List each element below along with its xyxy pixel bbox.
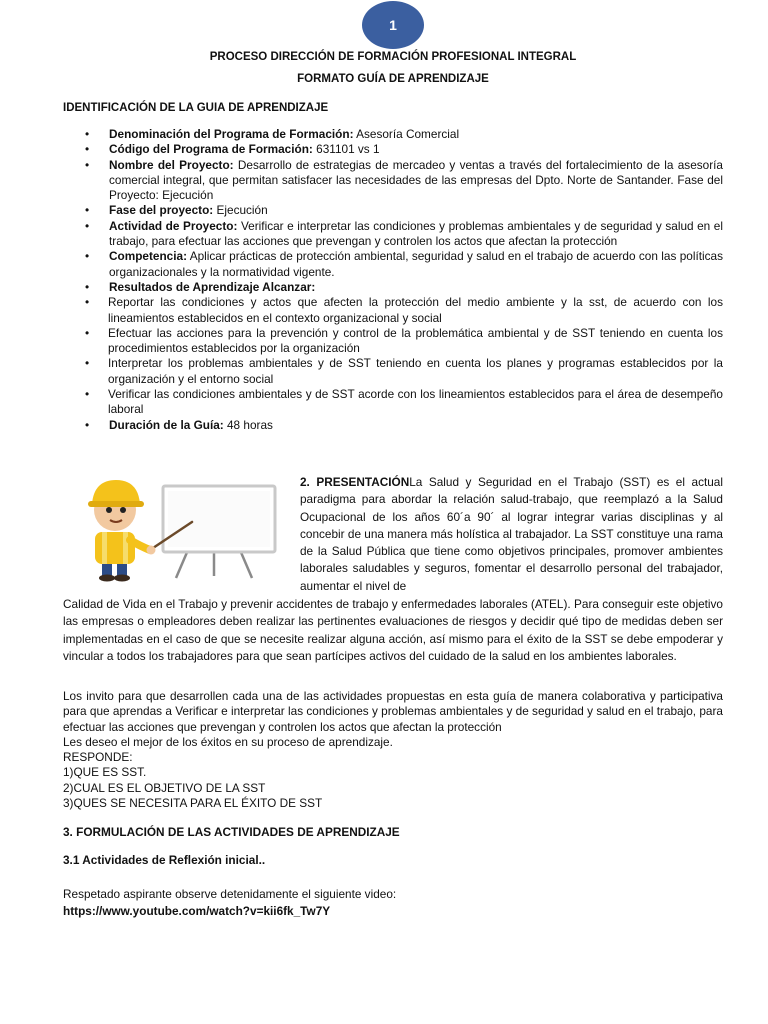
ident-key: Fase del proyecto:	[109, 203, 214, 218]
bullet-icon: •	[85, 279, 90, 294]
resultado-item	[63, 387, 723, 418]
ident-key: Código del Programa de Formación:	[109, 142, 313, 157]
doc-header-process: PROCESO DIRECCIÓN DE FORMACIÓN PROFESIONAL INTEGRAL	[209, 51, 577, 63]
resultado-item	[63, 295, 723, 326]
resultados-sublist	[63, 295, 723, 417]
bullet-icon: •	[85, 356, 90, 371]
ident-item-competencia	[63, 249, 723, 280]
presentation-paragraph-continued: Calidad de Vida en el Trabajo y prevenir accidentes de trabajo y enfermedades laborales (ATEL). Para conseguir este objetivo las empresas o empleadores deben realizar las pertinentes evaluaciones de riesgos y decidir qué tipo de medidas deben ser implementadas en el caso de que se necesite realizar alguna acción, así mismo para el éxito de la SST se debe empoderar y vincular a todos los trabajadores para que sean partícipes activos del cuidado de la salud en los ambientes laborales.	[63, 597, 723, 663]
video-link[interactable]: https://www.youtube.com/watch?v=kii6fk_Tw7Y	[63, 904, 331, 918]
page-number-badge	[362, 1, 424, 49]
ident-value: Ejecución	[213, 203, 268, 218]
ident-item-fase	[63, 203, 723, 218]
presentation-heading: 2. PRESENTACIÓN	[300, 475, 410, 489]
video-instruction: Respetado aspirante observe detenidamente el siguiente video:	[63, 887, 397, 901]
resultado-text: Efectuar las acciones para la prevención y control de la problemática ambiental y de SST teniendo en cuenta los procedimientos establecidos por la organización	[108, 325, 723, 356]
bullet-icon: •	[85, 417, 90, 432]
ident-key: Actividad de Proyecto:	[109, 218, 238, 233]
ident-item-resultados	[63, 280, 723, 295]
resultado-text: Interpretar los problemas ambientales y de SST teniendo en cuenta los planes y programas establecidos por la organización y el entorno social	[108, 356, 723, 386]
responde-label: RESPONDE:	[63, 750, 133, 765]
question-item: 1)QUE ES SST.	[63, 765, 147, 780]
resultado-item	[63, 326, 723, 357]
ident-key: Nombre del Proyecto:	[109, 157, 234, 172]
section3-title: 3. FORMULACIÓN DE LAS ACTIVIDADES DE APRENDIZAJE	[63, 825, 400, 839]
ident-key: Resultados de Aprendizaje Alcanzar:	[109, 279, 316, 294]
worker-icon	[88, 480, 156, 582]
presentation-paragraph	[300, 474, 723, 595]
ident-item-programa	[63, 127, 723, 142]
bullet-icon: •	[85, 142, 90, 157]
doc-header-format: FORMATO GUÍA DE APRENDIZAJE	[297, 73, 489, 85]
ident-value: Aplicar prácticas de protección ambiental, seguridad y salud en el trabajo de acuerdo con las políticas organizacionales y la normatividad vigente.	[109, 249, 723, 279]
ident-item-codigo	[63, 142, 723, 157]
section31-subtitle: 3.1 Actividades de Reflexión inicial..	[63, 853, 266, 867]
resultado-text: Reportar las condiciones y actos que afecten la protección del medio ambiente y la sst, de acuerdo con los lineamientos establecidos en el contexto organizacional y social	[108, 295, 723, 325]
bullet-icon: •	[85, 218, 90, 233]
bullet-icon: •	[85, 157, 90, 172]
page-number: 1	[389, 17, 397, 33]
bullet-icon: •	[85, 295, 90, 310]
presentation-text-1: La Salud y Seguridad en el Trabajo (SST) es el actual paradigma para abordar la relación salud-trabajo, que reemplazó a la Salud Ocupacional de los años 60´a 90´ al lograr integrar varias disciplinas y al concebir de una manera más holística al trabajador. La SST constituye una rama de la Salud Pública que tiene como objetivos principales, promover ambientes laborales saludables y seguros, fomentar el desarrollo personal del trabajador, aumentar el nivel de	[300, 475, 723, 593]
wish-text: Les deseo el mejor de los éxitos en su proceso de aprendizaje.	[63, 734, 393, 749]
ident-key: Competencia:	[109, 249, 188, 264]
bullet-icon: •	[85, 325, 90, 340]
closing-block	[63, 689, 723, 811]
bullet-icon: •	[85, 203, 90, 218]
ident-value: Asesoría Comercial	[353, 127, 460, 141]
ident-key: Duración de la Guía:	[109, 417, 224, 432]
bullet-icon: •	[85, 249, 90, 264]
ident-item-actividad	[63, 219, 723, 250]
question-item: 2)CUAL ES EL OBJETIVO DE LA SST	[63, 780, 266, 795]
question-item: 3)QUES SE NECESITA PARA EL ÉXITO DE SST	[63, 796, 323, 811]
whiteboard-icon	[163, 486, 275, 578]
worker-whiteboard-illustration	[80, 472, 280, 582]
bullet-icon: •	[85, 127, 90, 141]
resultado-text: Verificar las condiciones ambientales y de SST acorde con los lineamientos establecidos para el área de desempeño laboral	[108, 387, 723, 417]
ident-item-proyecto	[63, 158, 723, 204]
ident-key: Denominación del Programa de Formación:	[109, 127, 354, 141]
invitation-text: Los invito para que desarrollen cada una de las actividades propuestas en esta guía de manera colaborativa y participativa para que aprendas a Verificar e interpretar las condiciones y problemas ambientales y de seguridad y salud en el trabajo, para efectuar las acciones que prevengan y controlen los actos que afectan la protección	[63, 689, 723, 734]
ident-item-duracion	[63, 418, 723, 433]
ident-value: Verificar e interpretar las condiciones y problemas ambientales y de seguridad y salud en el trabajo, para efectuar las acciones que prevengan y controlen los actos que afectan la protección	[109, 218, 723, 249]
identification-title: IDENTIFICACIÓN DE LA GUIA DE APRENDIZAJE	[63, 102, 329, 114]
ident-value: 631101 vs 1	[312, 142, 380, 157]
bullet-icon: •	[85, 387, 90, 402]
resultado-item	[63, 356, 723, 387]
ident-value: Desarrollo de estrategias de mercadeo y ventas a través del fortalecimiento de la asesoría comercial integral, que permitan satisfacer las necesidades de las empresas del Dpto. Norte de Santander. Fase del Proyecto: Ejecución	[109, 157, 723, 203]
identification-list	[63, 127, 723, 433]
ident-value: 48 horas	[223, 417, 273, 432]
